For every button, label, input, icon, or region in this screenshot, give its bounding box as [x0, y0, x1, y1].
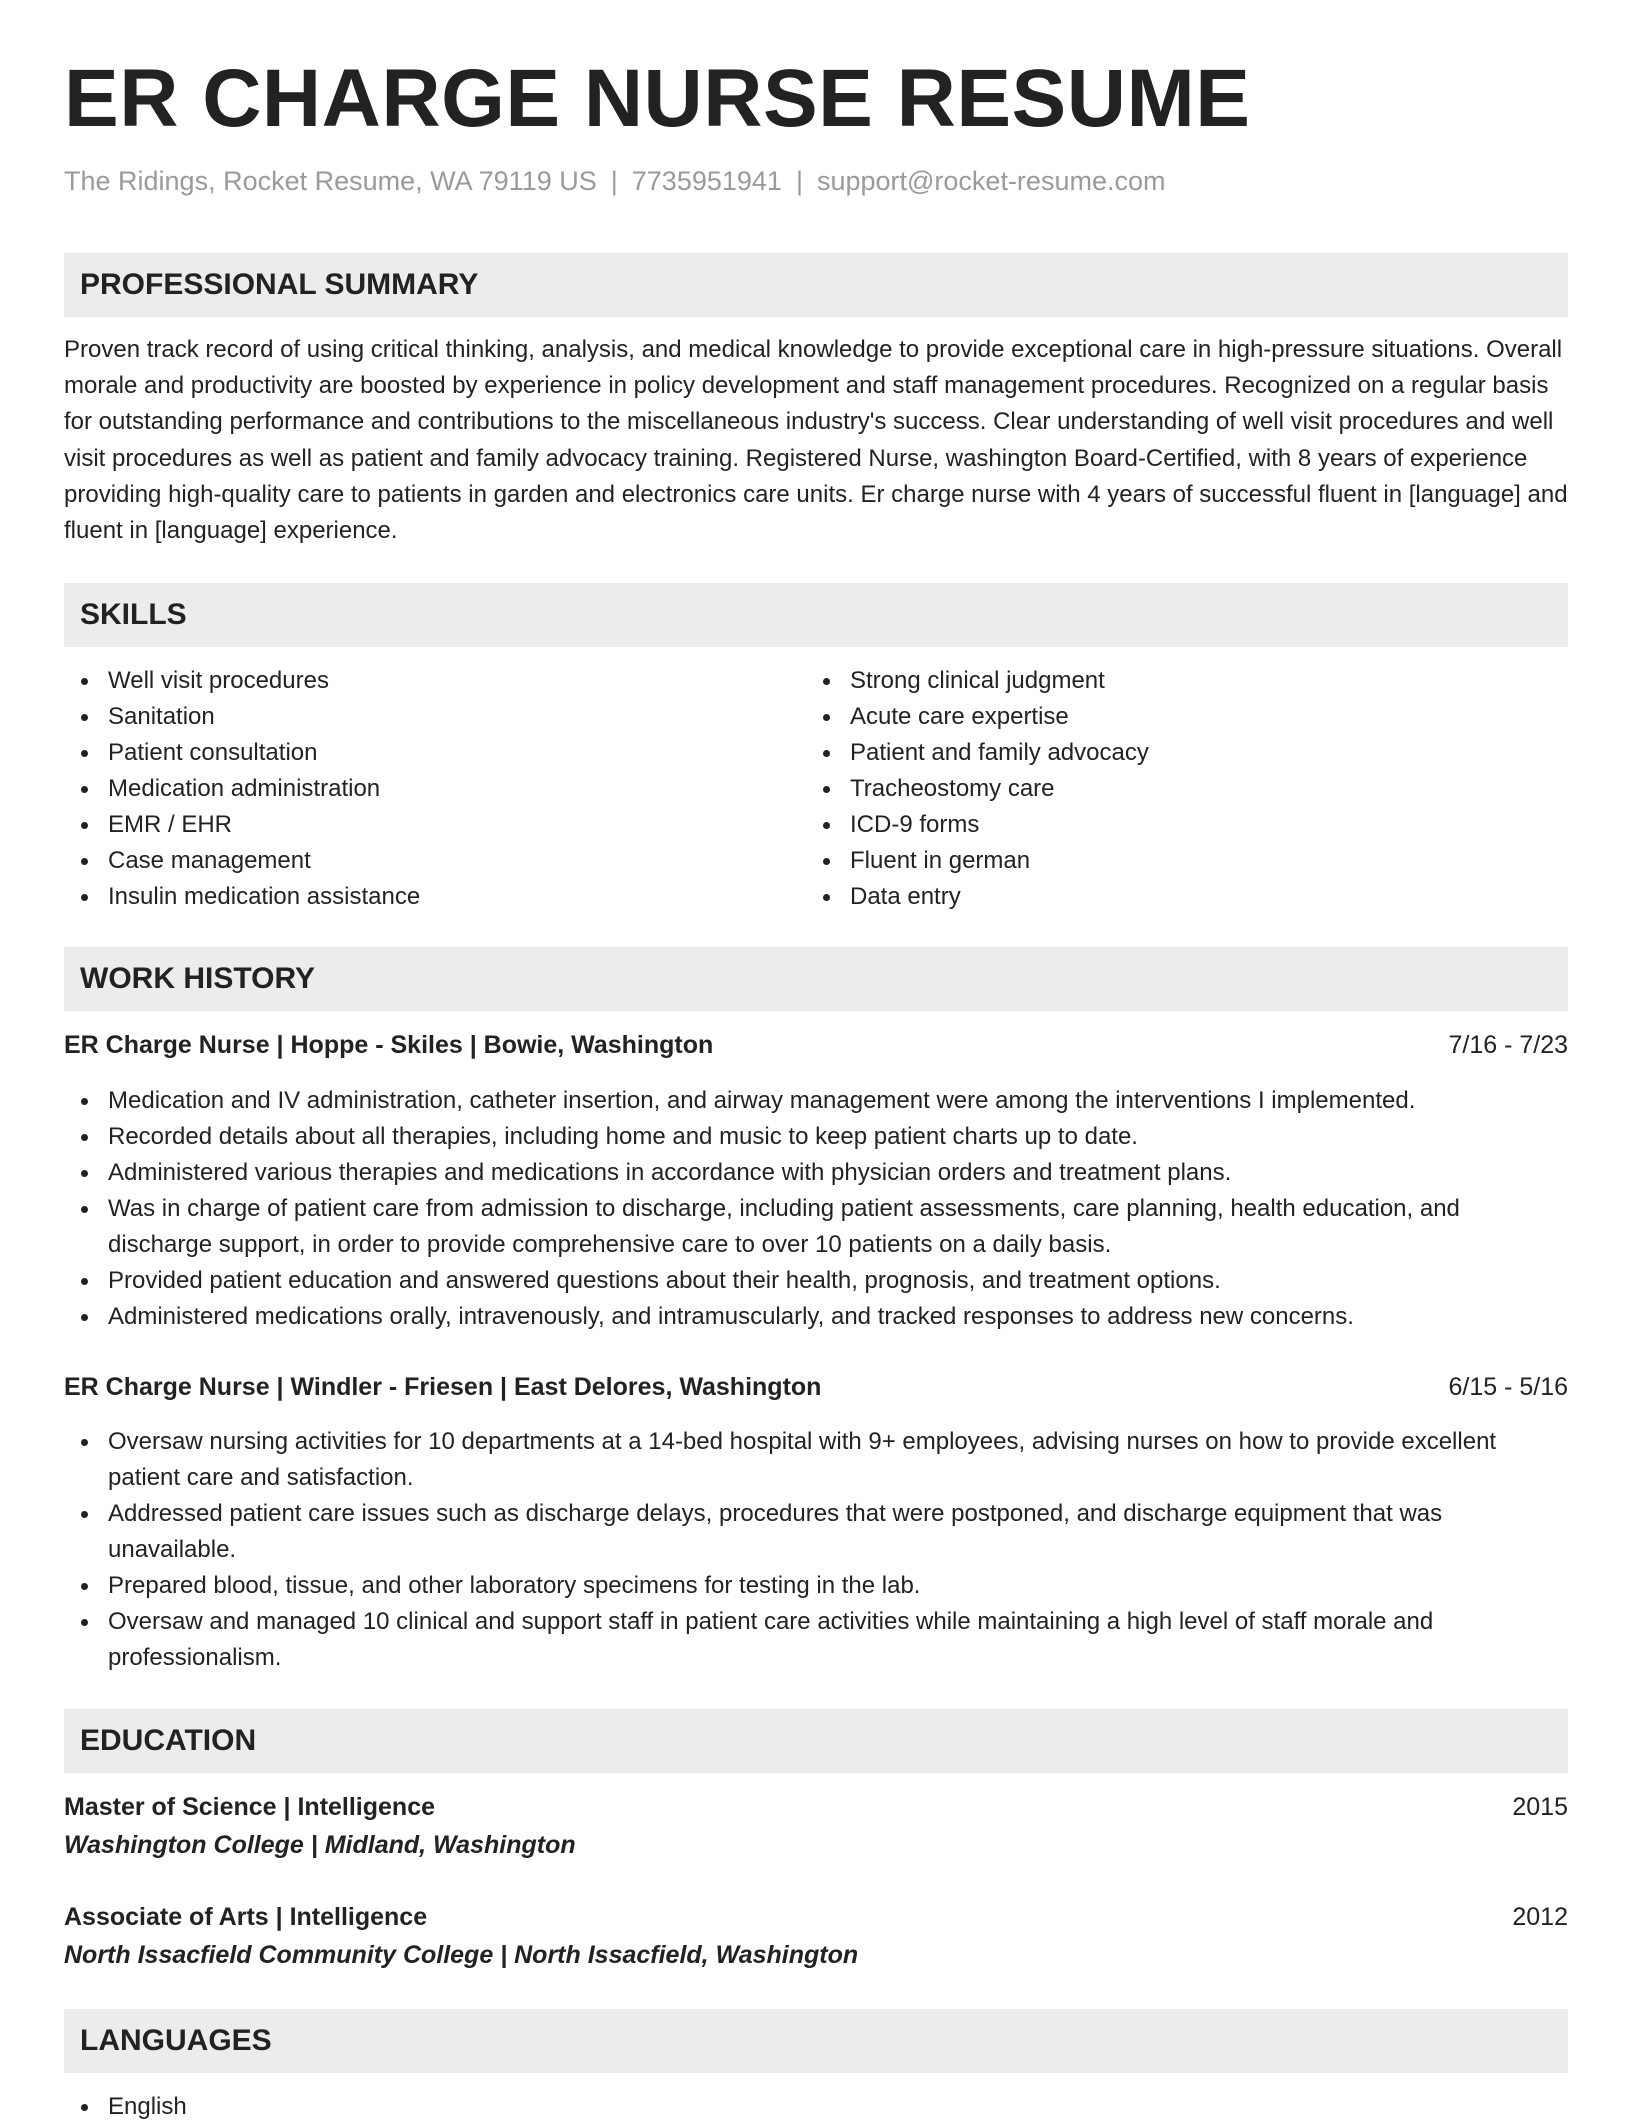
skill-item: Data entry [806, 879, 1506, 915]
education-school: Washington College | Midland, Washington [64, 1831, 576, 1859]
job-bullet: Prepared blood, tissue, and other laboratory specimens for testing in the lab. [64, 1568, 1568, 1604]
skill-item: Sanitation [64, 699, 764, 735]
skill-item: Medication administration [64, 771, 764, 807]
education-year: 2015 [1512, 1793, 1568, 1821]
job-bullet: Medication and IV administration, catheter insertion, and airway management were among the interventions I implemented. [64, 1083, 1568, 1119]
education-degree: Associate of Arts | Intelligence [64, 1903, 428, 1931]
skill-item: EMR / EHR [64, 807, 764, 843]
contact-address: The Ridings, Rocket Resume, WA 79119 US [64, 166, 597, 196]
job-bullet: Oversaw nursing activities for 10 departments at a 14-bed hospital with 9+ employees, advising nurses on how to provide excellent patient care and satisfaction. [64, 1424, 1568, 1496]
contact-line [64, 166, 1165, 197]
skill-item: Insulin medication assistance [64, 879, 764, 915]
section-heading-education: EDUCATION [64, 1709, 1568, 1773]
section-heading-summary: PROFESSIONAL SUMMARY [64, 253, 1568, 317]
skill-item: Acute care expertise [806, 699, 1506, 735]
job-bullet: Oversaw and managed 10 clinical and support staff in patient care activities while maintaining a high level of staff morale and professionalism. [64, 1604, 1568, 1676]
job-title: ER Charge Nurse | Hoppe - Skiles | Bowie, Washington [64, 1031, 714, 1059]
education-year: 2012 [1512, 1903, 1568, 1931]
job-bullet: Recorded details about all therapies, including home and music to keep patient charts up to date. [64, 1119, 1568, 1155]
skills-list-right [806, 663, 1506, 915]
job-bullet: Was in charge of patient care from admission to discharge, including patient assessments, care planning, health education, and discharge support, in order to provide comprehensive care to over 10 patients on a daily basis. [64, 1191, 1568, 1263]
job-bullet: Administered medications orally, intravenously, and intramuscularly, and tracked responses to address new concerns. [64, 1299, 1568, 1335]
job-title: ER Charge Nurse | Windler - Friesen | East Delores, Washington [64, 1373, 822, 1401]
skill-item: Case management [64, 843, 764, 879]
job-bullet: Addressed patient care issues such as discharge delays, procedures that were postponed, and discharge equipment that was unavailable. [64, 1496, 1568, 1568]
skill-item: Tracheostomy care [806, 771, 1506, 807]
contact-separator: | [610, 166, 618, 196]
section-heading-skills: SKILLS [64, 583, 1568, 647]
skill-item: ICD-9 forms [806, 807, 1506, 843]
job-bullets [64, 1424, 1568, 1676]
skill-item: Well visit procedures [64, 663, 764, 699]
languages-list [64, 2089, 1568, 2125]
skill-item: Patient and family advocacy [806, 735, 1506, 771]
section-heading-languages: LANGUAGES [64, 2009, 1568, 2073]
skill-item: Patient consultation [64, 735, 764, 771]
job-bullets [64, 1083, 1568, 1335]
contact-email: support@rocket-resume.com [816, 166, 1166, 196]
job-dates: 6/15 - 5/16 [1448, 1373, 1568, 1401]
language-item: English [64, 2089, 1568, 2125]
contact-separator: | [795, 166, 803, 196]
education-degree: Master of Science | Intelligence [64, 1793, 436, 1821]
skill-item: Fluent in german [806, 843, 1506, 879]
education-school: North Issacfield Community College | North Issacfield, Washington [64, 1941, 859, 1969]
job-bullet: Administered various therapies and medications in accordance with physician orders and treatment plans. [64, 1155, 1568, 1191]
summary-text: Proven track record of using critical thinking, analysis, and medical knowledge to provide exceptional care in high-pressure situations. Overall morale and productivity are boosted by experience in policy development and staff management procedures. Recognized on a regular basis for outstanding performance and contributions to the miscellaneous industry's success. Clear understanding of well visit procedures and well visit procedures as well as patient and family advocacy training. Registered Nurse, washington Board-Certified, with 8 years of experience providing high-quality care to patients in garden and electronics care units. Er charge nurse with 4 years of successful fluent in [language] and fluent in [language] experience. [64, 336, 1568, 545]
job-bullet: Provided patient education and answered questions about their health, prognosis, and treatment options. [64, 1263, 1568, 1299]
skills-list-left [64, 663, 764, 915]
section-heading-work: WORK HISTORY [64, 947, 1568, 1011]
job-dates: 7/16 - 7/23 [1448, 1031, 1568, 1059]
resume-title: ER CHARGE NURSE RESUME [64, 53, 1251, 144]
contact-phone: 7735951941 [631, 166, 782, 196]
skill-item: Strong clinical judgment [806, 663, 1506, 699]
